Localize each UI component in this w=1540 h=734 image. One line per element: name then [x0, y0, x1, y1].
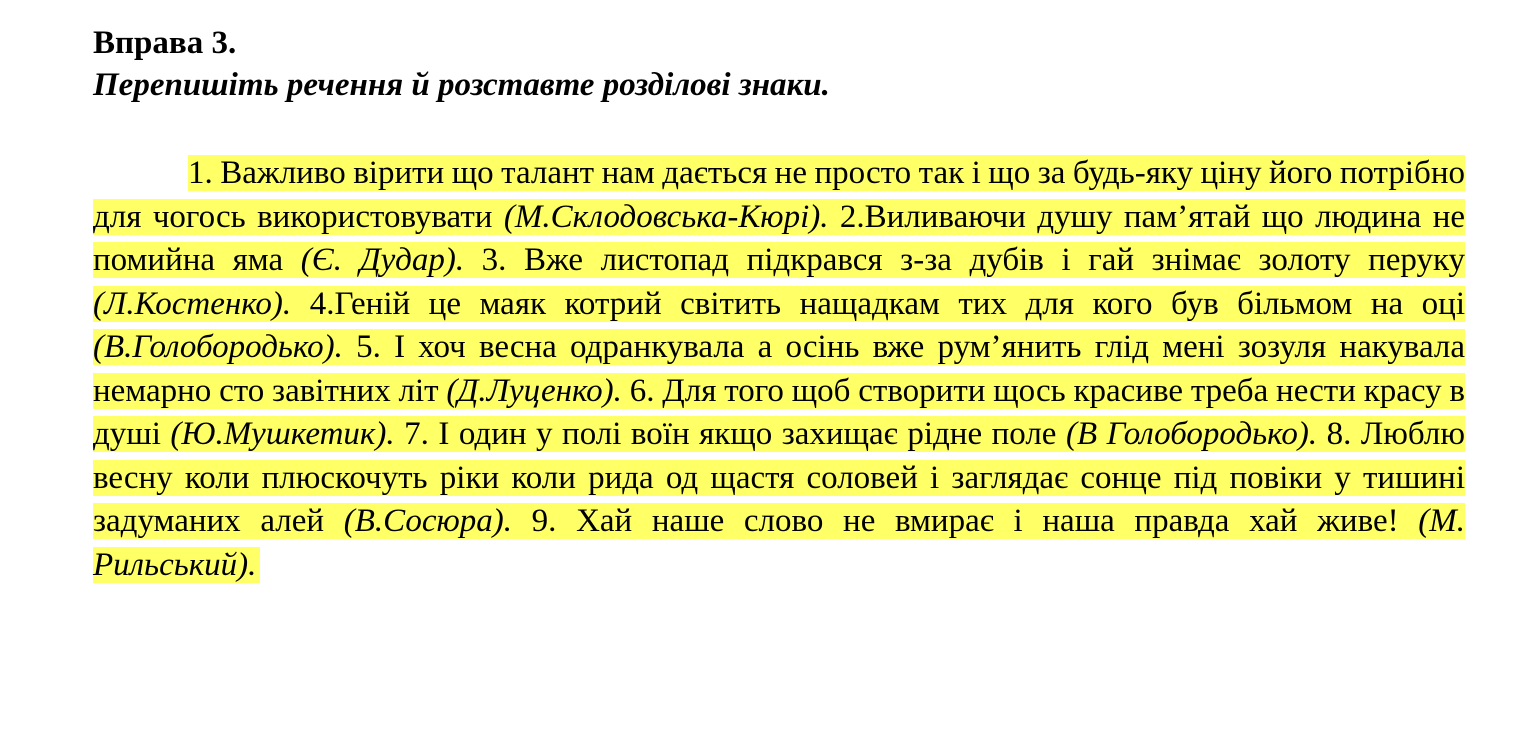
sentence-2-author: (Є. Дудар). — [300, 242, 465, 278]
exercise-instruction: Перепишіть речення й розставте розділові знаки. — [93, 67, 830, 103]
exercise-paragraph — [93, 152, 1465, 587]
sentence-1-author: (М.Склодовська-Кюрі). — [503, 198, 829, 235]
sentence-7-author: (В Голобородько). — [1065, 416, 1318, 452]
sentence-6-author: (Ю.Мушкетик). — [170, 416, 395, 452]
sentence-1-text: 1. Важливо вірити що талант нам дається не просто так і що за будь-яку ціну його потрібно для чогось використовувати — [93, 155, 1465, 235]
sentence-5-text: 5. І хоч весна одранкувала а осінь вже рум’янить глід мені зозуля накувала немарно сто завітних літ — [93, 329, 1465, 409]
exercise-title: Вправа 3. — [93, 25, 237, 61]
sentence-7-text: 7. І один у полі воїн якщо захищає рідне поле — [394, 416, 1066, 452]
sentence-4-author: (В.Голобородько). — [93, 329, 343, 365]
sentence-3-text: 3. Вже листопад підкрався з-за дубів і гай знімає золоту перуку — [464, 242, 1466, 278]
sentence-6-text: 6. Для того щоб створити щось красиве треба нести красу в душі — [93, 372, 1465, 452]
highlighted-text — [93, 155, 1465, 583]
sentence-2-text: 2.Виливаючи душу пам’ятай що людина не помийна яма — [93, 198, 1465, 278]
sentence-9-author: (М. Рильський). — [93, 503, 1465, 583]
sentence-4-text: 4.Геній це маяк котрий світить нащадкам тих для кого був більмом на оці — [291, 285, 1465, 322]
sentence-3-author: (Л.Костенко). — [93, 285, 292, 322]
document-page — [93, 22, 1465, 587]
sentence-8-author: (В.Сосюра). — [343, 503, 512, 539]
sentence-9-text: 9. Хай наше слово не вмирає і наша правда хай живе! — [512, 503, 1419, 539]
sentence-5-author: (Д.Луценко). — [446, 372, 622, 409]
sentence-8-text: 8. Люблю весну коли плюскочуть ріки коли рида од щастя соловей і заглядає сонце під повіки у тишині задуманих алей — [93, 416, 1465, 539]
